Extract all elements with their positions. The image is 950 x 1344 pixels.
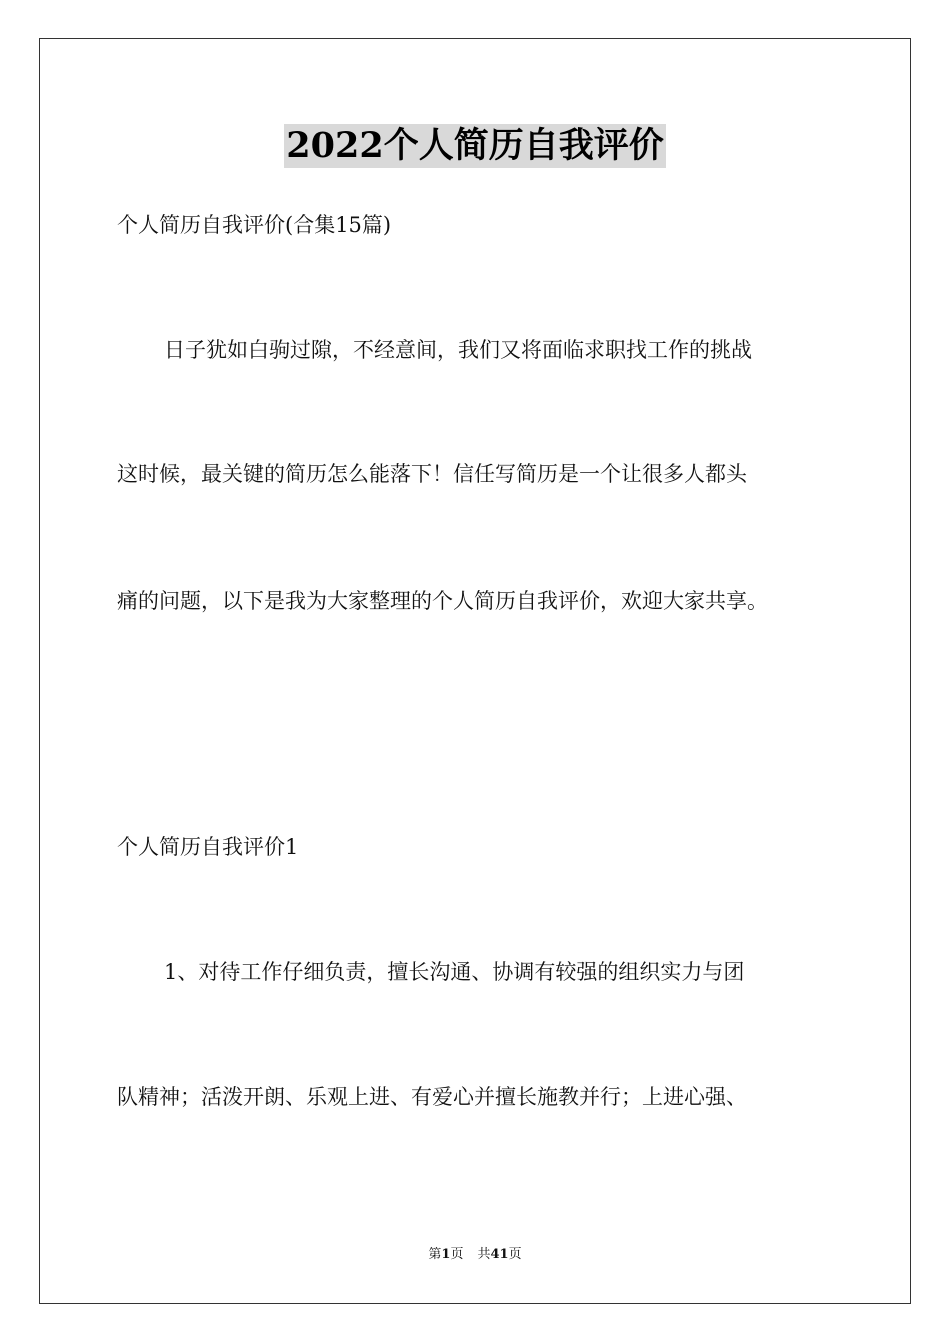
document-title: 2022个人简历自我评价 xyxy=(286,125,664,166)
footer-total-pages: 41 xyxy=(490,1247,509,1262)
footer-total-suffix: 页 xyxy=(508,1247,522,1262)
intro-line-3: 痛的问题，以下是我为大家整理的个人简历自我评价，欢迎大家共享。 xyxy=(117,589,768,613)
footer-page-prefix: 第 xyxy=(428,1247,442,1262)
section-line-1: 1、对待工作仔细负责，擅长沟通、协调有较强的组织实力与团 xyxy=(164,960,745,984)
footer-page-number: 1 xyxy=(441,1247,451,1262)
intro-line-1: 日子犹如白驹过隙，不经意间，我们又将面临求职找工作的挑战 xyxy=(164,338,752,362)
footer-page-suffix: 页 xyxy=(450,1247,464,1262)
page-footer xyxy=(0,1246,950,1264)
document-title-container xyxy=(0,124,950,168)
section-line-2: 队精神；活泼开朗、乐观上进、有爱心并擅长施教并行；上进心强、 xyxy=(117,1085,747,1109)
document-subtitle: 个人简历自我评价(合集15篇) xyxy=(117,213,392,237)
footer-total-prefix: 共 xyxy=(477,1247,491,1262)
intro-line-2: 这时候，最关键的简历怎么能落下！信任写简历是一个让很多人都头 xyxy=(117,462,747,486)
section-heading: 个人简历自我评价1 xyxy=(117,835,299,859)
